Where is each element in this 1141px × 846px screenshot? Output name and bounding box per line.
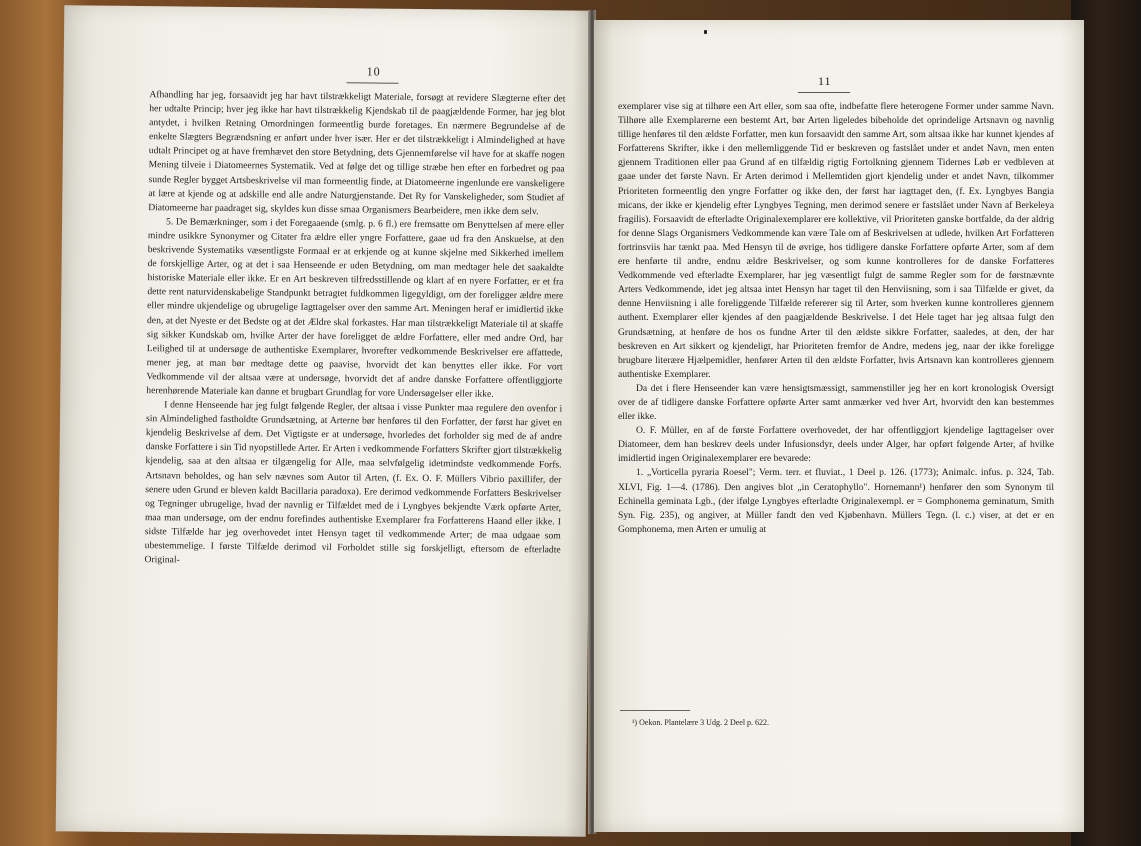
header-rule-left: [347, 82, 399, 84]
paragraph: I denne Henseende har jeg fulgt følgende Regler, der altsaa i visse Punkter maa regulere den ovenfor i sin Almindelighed fastholdte Grundsætning, at Arterne bør henføres til den Forfatter, der først har givet en kjendelig Beskrivelse af dem. Det Vigtigste er at undersøge, hvorledes det forholder sig med de af andre danske Forfattere i sin Tid nyopstillede Arter. Er Arten i vedkommende Forfatters Skrifter gjort tilstrækkelig kjendelig, saa at den altsaa er tilgængelig for Alle, maa selvfølgelig idetmindste vedkommende Forfs. Artsnavn beholdes, og han selv nævnes som Autor til Arten, (f. Ex. O. F. Müllers Vibrio paxillifer, der senere uden Grund er bleven kaldt Bacillaria paradoxa). Ere derimod vedkommende Forfatters Beskrivelser og Tegninger ubrugelige, hvad der navnlig er Tilfældet med de i Lyngbyes bekjendte Værk opførte Arter, maa man undersøge, om der endnu forefindes authentiske Exemplarer fra Forfatterens Haand eller ikke. I sidste Tilfælde har jeg overhovedet intet Hensyn taget til vedkommende Arter; de maa udgaae som ubestemmelige. I første Tilfælde derimod vil Forholdet stille sig forskjelligt, eftersom de efterladte Original-: [144, 399, 563, 566]
paragraph: 5. De Bemærkninger, som i det Foregaaende (smlg. p. 6 fl.) ere fremsatte om Benyttelsen af mere eller mindre usikkre Synonymer og Citater fra ældre eller yngre Forfattere, gaae ud fra den Anskuelse, at den beskrivende Systematiks væsentligste Formaal er at erkjende og at kunne skjelne med Sikkerhed imellem de forskjellige Arter, og at det i saa Henseende er uden Betydning, om man medtager hele det saakaldte historiske Materiale eller ikke. Er en Art beskreven tilfredsstillende og klart af en nyere Forfatter, er et fra dette rent naturvidenskabelige Standpunkt betragtet fuldkommen ligegyldigt, om der foreligger ældre mere eller mindre ukjendelige og ubrugelige Iagttagelser over den samme Art. Meningen heraf er imidlertid ikke den, at det Nyeste er det Bedste og at det Ældre skal forkastes. Har man tilstrækkeligt Materiale til at skaffe sig sikker Kundskab om, hvilke Arter der have foreligget de ældre Forfattere, eller med andre Ord, har Leilighed til at undersøge de authentiske Exemplarer, hvorefter vedkommende Beskrivelser ere affattede, mener jeg, at man bør medtage dette og paavise, hvorvidt det kan benyttes eller ikke. For vort Vedkommende vil der altsaa være at undersøge, hvorvidt det af andre danske Forfattere offentliggjorte herenhørende Materiale kan danne et brugbart Grundlag for vore Undersøgelser eller ikke.: [146, 216, 565, 400]
footnote-rule: [620, 710, 690, 711]
right-page: [594, 20, 1084, 832]
paragraph: Da det i flere Henseender kan være hensigtsmæssigt, sammenstiller jeg her en kort kronologisk Oversigt over de af tidligere danske Forfattere opførte Arter samt anmærker ved hver Art, hvorvidt den kan bestemmes eller ikke.: [618, 382, 1054, 423]
paragraph: O. F. Müller, en af de første Forfattere overhovedet, der har offentliggjort kjendelige Iagttagelser over Diatomeer, dem han beskrev deels under Infusionsdyr, deels under Alger, har opført følgende Arter, af hvilke imidlertid ingen Originalexemplarer ere bevarede:: [618, 425, 1054, 465]
header-rule-right: [798, 92, 850, 93]
page-number-left: 10: [366, 64, 381, 79]
left-page-body: [144, 88, 565, 572]
page-number-right: 11: [818, 74, 832, 88]
left-page: [56, 5, 595, 837]
right-page-body: [618, 100, 1054, 537]
paragraph: Afhandling har jeg, forsaavidt jeg har havt tilstrækkeligt Materiale, forsøgt at revidere Slægterne efter det her udtalte Princip; hver jeg ikke har havt tilstrækkelig Kjendskab til de paagjældende Former, har jeg blot antydet, i hvilken Retning Omordningen formeentlig burde foretages. En nærmere Begrundelse af de enkelte Slægters Begrændsning er anført under hver især. Her er det tilstrækkeligt i Almindelighed at have udtalt Principet og at have fremhævet den store Betydning, dets Gjennemførelse vil have for at skaffe nogen Mening tilveie i Diatomeernes Systematik. Ved at følge det og tillige stræbe hen efter en forbedret og paa sunde Regler bygget Artsbeskrivelse vil man formeentlig finde, at Diatomeerne ingenlunde ere vanskeligere at lære at kjende og at adskille end alle andre Naturgjenstande. Det Ry for Vanskeligheder, som Studiet af Diatomeerne har paadraget sig, skyldes kun disse smaa Organismers Bearbeidere, men ikke dem selv.: [148, 89, 566, 217]
print-mark: [704, 30, 707, 34]
footnote: ¹) Oekon. Plantelære 3 Udg. 2 Deel p. 622.: [632, 718, 770, 727]
paragraph: exemplarer vise sig at tilhøre een Art eller, som saa ofte, indbefatte flere heterogene Former under samme Navn. Tilhøre alle Exemplarerne een bestemt Art, bør Arten ligeledes bibeholde det oprindelige Artsnavn og navnlig tillige henføres til den ældste Forfatter, men kun forsaavidt den samme Art, som altsaa ikke har kunnet kjendes af Forfatterens Skrifter, ikke i den mellemliggende Tid er beskreven og fastslået under et andet Navn, men enten gjennem Traditionen eller paa Grund af en tilfældig rigtig Fortolkning gjennem Tidernes Løb er vedbleven at gaae under det første Navn. Er Arten derimod i Mellemtiden gjort kjendelig under et andet Navn, tilkommer Prioriteten formeentlig den yngre Forfatter og ikke den, der først har iagttaget den, (f. Ex. Lyngbyes Bangia micans, der ikke er kjendelig efter Lyngbyes Tegning, men derimod senere er fastslået under Navn af Berkeleya fragilis). Forsaavidt de efterladte Originalexemplarer ere kollektive, vil Prioriteten ganske bortfalde, da der aldrig for denne Slags Organismers Vedkommende kan være Tale om af Beskrivelsen at udlede, hvilken Art Forfatteren fortrinsviis har tænkt paa. Med Hensyn til de øvrige, hos tidligere danske Forfattere opførte Arter, som af dem ere henførte til andre, endnu ældre Beskrivelser, og som kunne kontrolleres for de danske Forfatteres Vedkommende ved efterladte Exemplarer, har jeg væsentligt fulgt de samme Regler som for de førstnævnte Arters Vedkommende, idet jeg altsaa intet Hensyn har taget til den Henviisning, som i saa Tilfælde er givet, da denne Henviisning i alle foreliggende Tilfælde refererer sig til Arter, som hverken kunne kontrolleres gjennem authent. Exemplarer eller kjendes af den paagjældende Beskrivelse. I det Hele taget har jeg altsaa fulgt den Grundsætning, at henføre de hos os fundne Arter til den ældste sikkre Forfatter, saaledes, at den, der har beskreven en Art sikkert og kjendeligt, har Prioriteten fremfor de Andre, medens jeg, naar der ikke foreligge brugbare literære Hjælpemidler, henfører Arten til den ældste Forfatter, hvis Artsnavn kan kontrolleres gjennem authentiske Exemplarer.: [618, 101, 1054, 380]
paragraph: 1. „Vorticella pyraria Roesel"; Verm. terr. et fluviat., 1 Deel p. 126. (1773); Animalc. infus. p. 324, Tab. XLVI, Fig. 1—4. (1786). Den angives blot „in Ceratophyllo". Hornemann¹) henfører den som Synonym til Echinella geminata Lgb., (der ifølge Lyngbyes efterladte Originalexempl. er = Gomphonema geminatum, Smith Syn. Fig. 235), og angiver, at Müller fandt den ved Kjøbenhavn. Müllers Tegn. (l. c.) viser, at det er en Gomphonema, men Arten er umulig at: [618, 467, 1054, 535]
